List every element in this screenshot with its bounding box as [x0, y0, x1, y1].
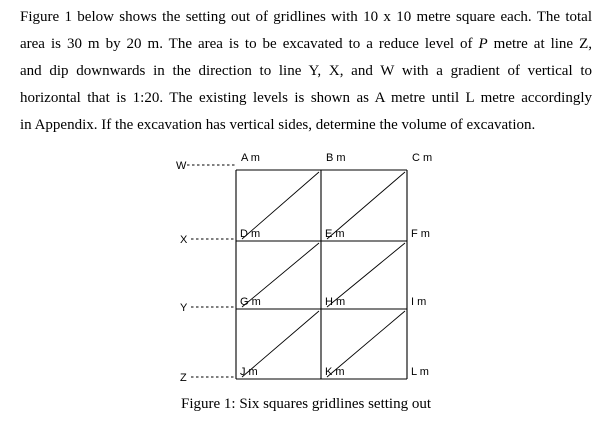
point-label-l: L m	[411, 366, 429, 378]
figure-caption: Figure 1: Six squares gridlines setting out	[181, 396, 431, 412]
grid-labels	[176, 152, 432, 384]
point-label-k: K m	[325, 366, 345, 378]
statement-line-2-end: metre at line Z,	[493, 36, 592, 52]
point-label-d: D m	[240, 228, 261, 240]
statement-line-1: Figure 1 below shows the setting out of gridlines with 10 x 10 metre square each. The total	[20, 9, 592, 25]
statement-line-5: in Appendix. If the excavation has vertical sides, determine the volume of excavation.	[20, 117, 536, 133]
row-label-x: X	[180, 234, 188, 246]
statement-line-3: and dip downwards in the direction to line Y, X, and W with a gradient of vertical to	[20, 63, 592, 79]
point-label-a: A m	[241, 152, 260, 164]
point-label-f: F m	[411, 228, 430, 240]
point-label-g: G m	[240, 296, 261, 308]
statement-line-4: horizontal that is 1:20. The existing levels is shown as A metre until L metre accordingly	[20, 90, 592, 106]
grid-lines	[187, 165, 407, 379]
point-label-h: H m	[325, 296, 346, 308]
variable-p: P	[478, 36, 488, 52]
point-label-b: B m	[326, 152, 346, 164]
point-label-j: J m	[240, 366, 258, 378]
row-label-y: Y	[180, 302, 188, 314]
row-label-w: W	[176, 160, 187, 172]
row-label-z: Z	[180, 372, 187, 384]
point-label-i: I m	[411, 296, 427, 308]
point-label-e: E m	[325, 228, 345, 240]
point-label-c: C m	[412, 152, 433, 164]
statement-line-2-text: area is 30 m by 20 m. The area is to be excavated to a reduce level of	[20, 36, 473, 52]
